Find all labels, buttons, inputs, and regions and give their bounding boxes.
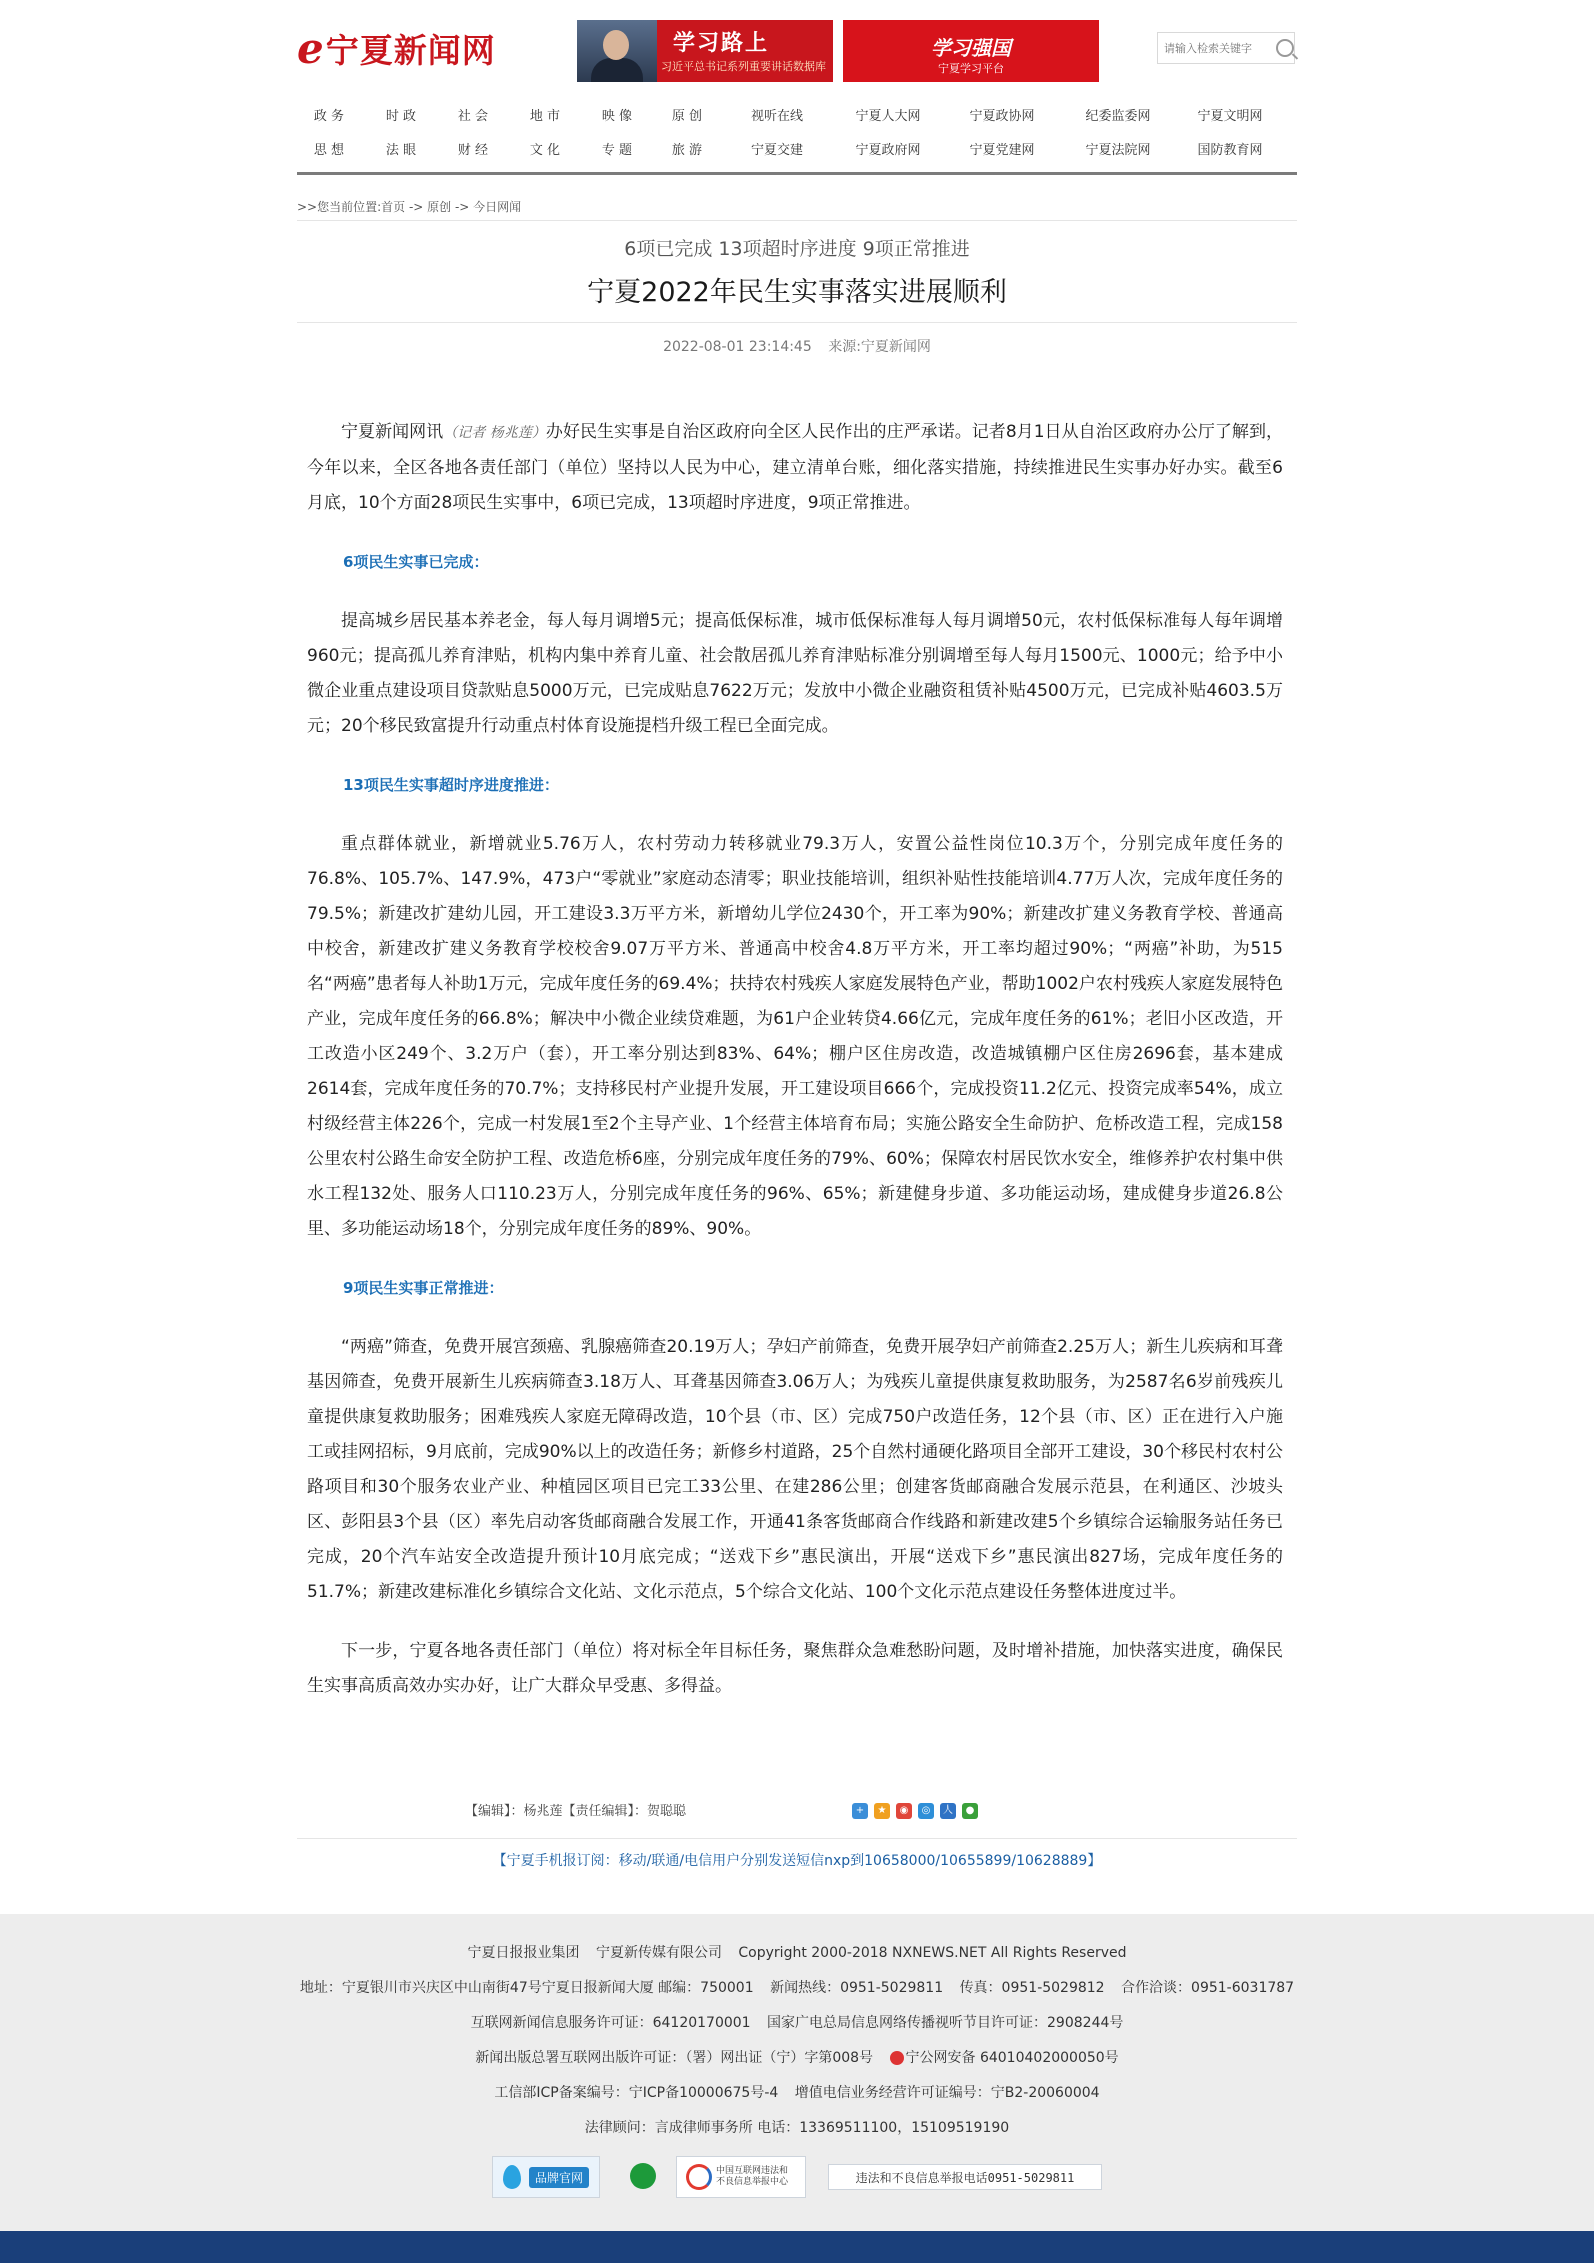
- section-heading-completed: 6项民生实事已完成：: [343, 553, 489, 571]
- footer-police-record[interactable]: 宁公网安备 64010402000050号: [905, 2050, 1119, 2066]
- article-source: 来源:宁夏新闻网: [828, 339, 931, 355]
- nav-item[interactable]: 映 像: [601, 109, 633, 124]
- nav-item[interactable]: 宁夏政府网: [855, 143, 921, 158]
- share-weibo-icon[interactable]: ◉: [896, 1803, 912, 1819]
- search-icon[interactable]: [1276, 39, 1294, 57]
- nav-item[interactable]: 原 创: [671, 109, 703, 124]
- nav-item[interactable]: 宁夏人大网: [855, 109, 921, 124]
- police-badge-icon: [890, 2051, 904, 2065]
- article-subtitle: 6项已完成 13项超时序进度 9项正常推进: [624, 238, 970, 260]
- nav-row-2: [297, 134, 1297, 168]
- drop-icon: [503, 2165, 521, 2189]
- footer-line-license: [0, 2012, 1594, 2032]
- nav-item[interactable]: 宁夏政协网: [969, 109, 1035, 124]
- footer-icp[interactable]: 工信部ICP备案编号：宁ICP备10000675号-4: [494, 2085, 779, 2101]
- paragraph-normal: “两癌”筛查，免费开展宫颈癌、乳腺癌筛查20.19万人；孕妇产前筛查，免费开展孕妇产前筛查2.25万人；新生儿疾病和耳聋基因筛查，免费开展新生儿疾病筛查3.18万人、耳聋基因筛查3.06万人；为残疾儿童提供康复救助服务，为2587名6岁前残疾儿童提供康复救助服务；困难残疾人家庭无障碍改造，10个县（市、区）完成750户改造任务，12个县（市、区）正在进行入户施工或挂网招标，9月底前，完成90%以上的改造任务；新修乡村道路，25个自然村通硬化路项目全部开工建设，30个移民村农村公路项目和30个服务农业产业、种植园区项目已完工33公里、在建286公里；创建客货邮商融合发展示范县，在利通区、沙坡头区、彭阳县3个县（区）率先启动客货邮商融合发展工作，开通41条客货邮商合作线路和新建改建5个乡镇综合运输服务站任务已完成，20个汽车站安全改造提升预计10月底完成；“送戏下乡”惠民演出，开展“送戏下乡”惠民演出827场，完成年度任务的51.7%；新建改建标准化乡镇综合文化站、文化示范点，5个综合文化站、100个文化示范点建设任务整体进度过半。: [307, 1337, 1283, 1602]
- nav-item[interactable]: 社 会: [457, 109, 489, 124]
- footer-copyright: Copyright 2000-2018 NXNEWS.NET All Rights Reserved: [738, 1945, 1127, 1961]
- nav-item[interactable]: 思 想: [313, 143, 345, 158]
- nav-item[interactable]: 国防教育网: [1197, 143, 1263, 158]
- footer-hotline: 新闻热线：0951-5029811: [770, 1980, 944, 1996]
- banner2-title: 学习强国: [931, 36, 1011, 60]
- report-phone-badge[interactable]: [828, 2164, 1102, 2190]
- nav-item[interactable]: 专 题: [601, 143, 633, 158]
- nav-item[interactable]: 法 眼: [385, 143, 417, 158]
- share-renren-icon[interactable]: 人: [940, 1803, 956, 1819]
- article-body: [307, 415, 1283, 1728]
- banner1-title: 学习路上: [673, 31, 770, 56]
- footer-fax: 传真：0951-5029812: [959, 1980, 1105, 1996]
- banner1-subtitle: 习近平总书记系列重要讲话数据库: [661, 60, 826, 73]
- paragraph-intro: [307, 415, 1283, 521]
- share-wechat-icon[interactable]: ●: [962, 1803, 978, 1819]
- report-center-icon: [686, 2164, 712, 2190]
- footer-telecom-license: 增值电信业务经营许可证编号：宁B2-20060004: [794, 2085, 1100, 2101]
- share-tencent-icon[interactable]: ◎: [918, 1803, 934, 1819]
- xuexi-lushang-banner[interactable]: [577, 20, 833, 82]
- footer-address: 地址：宁夏银川市兴庆区中山南街47号宁夏日报新闻大厦 邮编：750001: [299, 1980, 754, 1996]
- nav-item[interactable]: 旅 游: [671, 143, 703, 158]
- nav-item[interactable]: 宁夏交建: [750, 143, 803, 158]
- nav-item[interactable]: 宁夏法院网: [1085, 143, 1151, 158]
- logo-text: 宁夏新闻网: [325, 30, 496, 70]
- footer-line-icp: [0, 2082, 1594, 2102]
- site-logo[interactable]: [297, 24, 496, 72]
- footer-line-legal: [0, 2117, 1594, 2137]
- footer-publish-license: 新闻出版总署互联网出版许可证：（署）网出证（宁）字第008号: [475, 2050, 874, 2066]
- footer-cooperation: 合作洽谈：0951-6031787: [1121, 1980, 1295, 1996]
- breadcrumb-text[interactable]: >>您当前位置:首页 -> 原创 -> 今日网闻: [297, 200, 522, 214]
- nav-item[interactable]: 地 市: [529, 109, 561, 124]
- share-more-icon[interactable]: +: [852, 1803, 868, 1819]
- nav-item[interactable]: 政 务: [313, 109, 345, 124]
- byline-reporter: （记者 杨兆莲）: [443, 425, 546, 441]
- share-qzone-icon[interactable]: ★: [874, 1803, 890, 1819]
- banner2-subtitle: 宁夏学习平台: [938, 62, 1004, 75]
- footer-badges: [0, 2156, 1594, 2200]
- search-input[interactable]: [1158, 41, 1274, 56]
- nav-item[interactable]: 纪委监委网: [1085, 109, 1151, 124]
- section-heading-normal: 9项民生实事正常推进：: [343, 1279, 504, 1297]
- article-meta: [297, 336, 1297, 356]
- logo-e-icon: e: [297, 23, 324, 73]
- paragraph-intro-text: 办好民生实事是自治区政府向全区人民作出的庄严承诺。记者8月1日从自治区政府办公厅了解到，今年以来，全区各地各责任部门（单位）坚持以人民为中心，建立清单台账，细化落实措施，持续推进民生实事办好办实。截至6月底，10个方面28项民生实事中，6项已完成，13项超时序进度，9项正常推进。: [307, 422, 1283, 513]
- sms-subscribe[interactable]: 【宁夏手机报订阅：移动/联通/电信用户分别发送短信nxp到10658000/10655899/10628889】: [297, 1838, 1297, 1883]
- footer-line-address: [0, 1977, 1594, 1997]
- article-header: [297, 226, 1297, 323]
- footer-company: 宁夏新传媒有限公司: [595, 1945, 722, 1961]
- report-center-badge[interactable]: [676, 2156, 806, 2198]
- report-phone-label: 违法和不良信息举报电话0951-5029811: [855, 2170, 1075, 2185]
- article-datetime: 2022-08-01 23:14:45: [663, 339, 812, 355]
- nav-row-1: [297, 100, 1297, 134]
- nav-item[interactable]: 时 政: [385, 109, 417, 124]
- share-bar: [852, 1803, 978, 1819]
- footer-org: 宁夏日报报业集团: [467, 1945, 580, 1961]
- article-title: 宁夏2022年民生实事落实进展顺利: [587, 277, 1007, 308]
- paragraph-next-step: 下一步，宁夏各地各责任部门（单位）将对标全年目标任务，聚焦群众急难愁盼问题，及时增补措施，加快落实进度，确保民生实事高质高效办实办好，让广大群众早受惠、多得益。: [307, 1641, 1283, 1696]
- green-shield-icon[interactable]: [626, 2156, 660, 2196]
- footer-news-license: 互联网新闻信息服务许可证：64120170001: [470, 2015, 751, 2031]
- bottom-bar: [0, 2231, 1594, 2263]
- main-nav: [297, 94, 1297, 175]
- nav-item[interactable]: 视听在线: [750, 109, 803, 124]
- footer-line-publish: [0, 2047, 1594, 2067]
- brand-site-label: 品牌官网: [529, 2167, 589, 2188]
- brand-site-badge[interactable]: [492, 2156, 600, 2198]
- section-heading-ahead: 13项民生实事超时序进度推进：: [343, 776, 559, 794]
- nav-item[interactable]: 宁夏党建网: [969, 143, 1035, 158]
- leader-photo: [577, 20, 657, 82]
- paragraph-ahead: 重点群体就业，新增就业5.76万人，农村劳动力转移就业79.3万人，安置公益性岗位10.3万个，分别完成年度任务的76.8%、105.7%、147.9%，473户“零就业”家庭动态清零；职业技能培训，组织补贴性技能培训4.77万人次，完成年度任务的79.5%；新建改扩建幼儿园，开工建设3.3万平方米，新增幼儿学位2430个，开工率为90%；新建改扩建义务教育学校、普通高中校舍，新建改扩建义务教育学校校舍9.07万平方米、普通高中校舍4.8万平方米，开工率均超过90%；“两癌”补助，为515名“两癌”患者每人补助1万元，完成年度任务的69.4%；扶持农村残疾人家庭发展特色产业，帮助1002户农村残疾人家庭发展特色产业，完成年度任务的66.8%；解决中小微企业续贷难题，为61户企业转贷4.66亿元，完成年度任务的61%；老旧小区改造，开工改造小区249个、3.2万户（套），开工率分别达到83%、64%；棚户区住房改造，改造城镇棚户区住房2696套，基本建成2614套，完成年度任务的70.7%；支持移民村产业提升发展，开工建设项目666个，完成投资11.2亿元、投资完成率54%，成立村级经营主体226个，完成一村发展1至2个主导产业、1个经营主体培育布局；实施公路安全生命防护、危桥改造工程，完成158公里农村公路生命安全防护工程、改造危桥6座，分别完成年度任务的79%、60%；保障农村居民饮水安全，维修养护农村集中供水工程132处、服务人口110.23万人，分别完成年度任务的96%、65%；新建健身步道、多功能运动场，建成健身步道26.8公里、多功能运动场18个，分别完成年度任务的89%、90%。: [307, 834, 1283, 1239]
- footer-line-copyright: [0, 1942, 1594, 1962]
- editor-info: 【编辑】：杨兆莲【责任编辑】：贺聪聪: [465, 1804, 687, 1819]
- footer-av-license: 国家广电总局信息网络传播视听节目许可证：2908244号: [767, 2015, 1124, 2031]
- byline-prefix: 宁夏新闻网讯: [341, 422, 444, 442]
- breadcrumb[interactable]: [297, 194, 1297, 221]
- search-box: [1157, 32, 1295, 64]
- nav-item[interactable]: 文 化: [529, 143, 561, 158]
- site-header: [297, 0, 1297, 90]
- report-center-label: 中国互联网违法和不良信息举报中心: [716, 2166, 789, 2187]
- nav-item[interactable]: 财 经: [457, 143, 489, 158]
- paragraph-completed: 提高城乡居民基本养老金，每人每月调增5元；提高低保标准，城市低保标准每人每月调增50元，农村低保标准每人每年调增960元；提高孤儿养育津贴，机构内集中养育儿童、社会散居孤儿养育津贴标准分别调增至每人每月1500元、1000元；给予中小微企业重点建设项目贷款贴息5000万元，已完成贴息7622万元；发放中小微企业融资租赁补贴4500万元，已完成补贴4603.5万元；20个移民致富提升行动重点村体育设施提档升级工程已全面完成。: [307, 611, 1283, 736]
- footer-legal-advisor: 法律顾问：言成律师事务所 电话：13369511100，15109519190: [584, 2120, 1010, 2136]
- nav-item[interactable]: 宁夏文明网: [1197, 109, 1263, 124]
- xuexi-qiangguo-banner[interactable]: [843, 20, 1099, 82]
